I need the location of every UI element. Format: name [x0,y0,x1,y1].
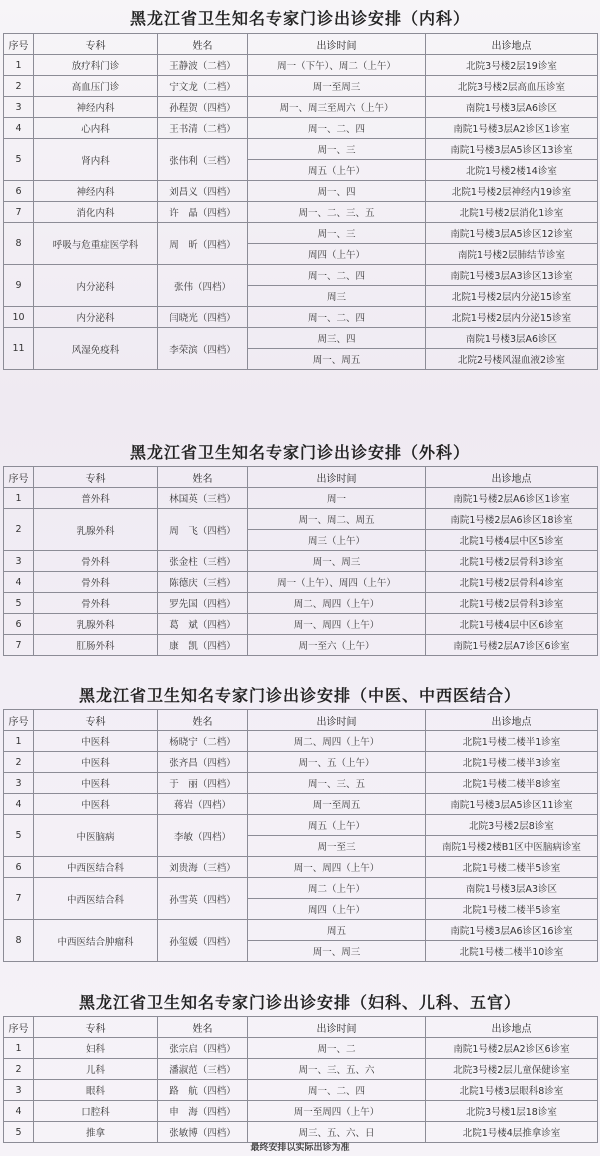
clinic-location-cell: 南院1号楼2层A6诊区1诊室 [426,488,598,509]
clinic-location-cell: 北院3号楼2层8诊室 [426,815,598,836]
doctor-name-cell: 刘昌义（四档） [158,181,248,202]
department-cell: 呼吸与危重症医学科 [34,223,158,265]
table-row [4,488,598,509]
clinic-location-cell: 南院1号楼3层A6诊区16诊室 [426,920,598,941]
department-cell: 骨外科 [34,593,158,614]
clinic-location-cell: 北院2号楼风湿血液2诊室 [426,349,598,370]
table-row [4,614,598,635]
clinic-time-cell: 周一（下午）、周二（上午） [248,55,426,76]
department-cell: 眼科 [34,1080,158,1101]
row-number: 1 [4,1038,34,1059]
column-header: 序号 [4,34,34,55]
department-cell: 中西医结合科 [34,857,158,878]
clinic-location-cell: 南院1号楼3层A5诊区13诊室 [426,139,598,160]
clinic-time-cell: 周五（上午） [248,160,426,181]
table-row [4,920,598,941]
department-cell: 高血压门诊 [34,76,158,97]
row-number: 4 [4,1101,34,1122]
clinic-time-cell: 周一、周四（上午） [248,614,426,635]
schedule-table [3,466,598,656]
department-cell: 乳腺外科 [34,614,158,635]
department-cell: 肾内科 [34,139,158,181]
department-cell: 内分泌科 [34,265,158,307]
table-row [4,76,598,97]
clinic-time-cell: 周五（上午） [248,815,426,836]
department-cell: 消化内科 [34,202,158,223]
section-title: 黑龙江省卫生知名专家门诊出诊安排（中医、中西医结合） [78,686,521,705]
department-cell: 妇科 [34,1038,158,1059]
table-row [4,181,598,202]
doctor-name-cell: 闫晓光（四档） [158,307,248,328]
clinic-location-cell: 南院1号楼3层A5诊区12诊室 [426,223,598,244]
clinic-location-cell: 北院1号楼3层眼科8诊室 [426,1080,598,1101]
clinic-time-cell: 周一、二、四 [248,118,426,139]
clinic-time-cell: 周一至六（上午） [248,635,426,656]
table-row [4,731,598,752]
clinic-time-cell: 周一、三、五 [248,773,426,794]
doctor-name-cell: 张伟（四档） [158,265,248,307]
table-row [4,1059,598,1080]
row-number: 2 [4,1059,34,1080]
doctor-name-cell: 周 昕（四档） [158,223,248,265]
table-header-row [4,710,598,731]
doctor-name-cell: 张敏博（四档） [158,1122,248,1143]
clinic-time-cell: 周一、周五 [248,349,426,370]
doctor-name-cell: 康 凯（四档） [158,635,248,656]
clinic-time-cell: 周一、三 [248,223,426,244]
clinic-time-cell: 周三 [248,286,426,307]
clinic-location-cell: 北院1号楼二楼半3诊室 [426,752,598,773]
row-number: 1 [4,731,34,752]
department-cell: 肛肠外科 [34,635,158,656]
doctor-name-cell: 申 海（四档） [158,1101,248,1122]
row-number: 1 [4,488,34,509]
doctor-name-cell: 陈德庆（三档） [158,572,248,593]
clinic-time-cell: 周一至周五 [248,794,426,815]
clinic-location-cell: 北院1号楼2层内分泌15诊室 [426,307,598,328]
doctor-name-cell: 刘贵海（三档） [158,857,248,878]
clinic-time-cell: 周一、二、四 [248,265,426,286]
clinic-time-cell: 周一、周三 [248,941,426,962]
clinic-time-cell: 周一至周三 [248,76,426,97]
department-cell: 中医科 [34,794,158,815]
table-header-row [4,467,598,488]
row-number: 8 [4,223,34,265]
row-number: 3 [4,1080,34,1101]
doctor-name-cell: 孙雪英（四档） [158,878,248,920]
doctor-name-cell: 宁文龙（二档） [158,76,248,97]
row-number: 3 [4,773,34,794]
clinic-location-cell: 北院1号楼2层消化1诊室 [426,202,598,223]
doctor-name-cell: 张金柱（三档） [158,551,248,572]
table-row [4,1080,598,1101]
table-row [4,635,598,656]
clinic-location-cell: 北院1号楼2层神经内19诊室 [426,181,598,202]
clinic-time-cell: 周五 [248,920,426,941]
column-header: 姓名 [158,467,248,488]
clinic-time-cell: 周一、周三至周六（上午） [248,97,426,118]
department-cell: 中医科 [34,731,158,752]
table-row [4,97,598,118]
table-row [4,307,598,328]
clinic-location-cell: 南院1号楼2层A6诊区18诊室 [426,509,598,530]
table-row [4,202,598,223]
row-number: 2 [4,752,34,773]
department-cell: 中医科 [34,752,158,773]
clinic-location-cell: 北院1号楼二楼半5诊室 [426,899,598,920]
row-number: 7 [4,202,34,223]
clinic-time-cell: 周一 [248,488,426,509]
row-number: 7 [4,878,34,920]
table-row [4,752,598,773]
clinic-location-cell: 北院3号楼1层18诊室 [426,1101,598,1122]
department-cell: 口腔科 [34,1101,158,1122]
clinic-time-cell: 周三（上午） [248,530,426,551]
clinic-time-cell: 周一、周四（上午） [248,857,426,878]
column-header: 姓名 [158,1017,248,1038]
department-cell: 中西医结合肿瘤科 [34,920,158,962]
clinic-location-cell: 北院1号楼二楼半10诊室 [426,941,598,962]
doctor-name-cell: 林国英（三档） [158,488,248,509]
column-header: 出诊时间 [248,710,426,731]
schedule-table [3,1016,598,1143]
clinic-time-cell: 周二、周四（上午） [248,593,426,614]
doctor-name-cell: 周 飞（四档） [158,509,248,551]
table-row [4,118,598,139]
doctor-name-cell: 孙玺媛（四档） [158,920,248,962]
row-number: 4 [4,794,34,815]
clinic-time-cell: 周三、五、六、日 [248,1122,426,1143]
clinic-location-cell: 北院1号楼2层内分泌15诊室 [426,286,598,307]
clinic-location-cell: 北院1号楼二楼半1诊室 [426,731,598,752]
department-cell: 乳腺外科 [34,509,158,551]
column-header: 序号 [4,467,34,488]
clinic-location-cell: 北院1号楼二楼半5诊室 [426,857,598,878]
department-cell: 神经内科 [34,97,158,118]
section-title: 黑龙江省卫生知名专家门诊出诊安排（妇科、儿科、五官） [78,993,521,1012]
column-header: 专科 [34,467,158,488]
footer-note: 最终安排以实际出诊为准 [250,1143,350,1153]
table-row [4,139,598,160]
table-row [4,509,598,530]
clinic-location-cell: 南院1号楼2层肺结节诊室 [426,244,598,265]
row-number: 5 [4,815,34,857]
clinic-time-cell: 周二、周四（上午） [248,731,426,752]
column-header: 出诊地点 [426,710,598,731]
clinic-time-cell: 周一（上午）、周四（上午） [248,572,426,593]
table-row [4,857,598,878]
clinic-location-cell: 南院1号楼3层A3诊区 [426,878,598,899]
clinic-location-cell: 北院3号楼2层19诊室 [426,55,598,76]
clinic-time-cell: 周三、四 [248,328,426,349]
clinic-time-cell: 周一、二 [248,1038,426,1059]
clinic-time-cell: 周四（上午） [248,899,426,920]
table-header-row [4,34,598,55]
schedule-table [3,709,598,962]
column-header: 专科 [34,710,158,731]
table-row [4,815,598,836]
column-header: 专科 [34,34,158,55]
department-cell: 神经内科 [34,181,158,202]
department-cell: 内分泌科 [34,307,158,328]
column-header: 序号 [4,710,34,731]
row-number: 8 [4,920,34,962]
clinic-location-cell: 南院1号楼2层A7诊区6诊室 [426,635,598,656]
department-cell: 心内科 [34,118,158,139]
clinic-time-cell: 周一、二、四 [248,307,426,328]
doctor-name-cell: 王书清（二档） [158,118,248,139]
department-cell: 推拿 [34,1122,158,1143]
table-row [4,794,598,815]
column-header: 出诊时间 [248,34,426,55]
doctor-name-cell: 张齐昌（四档） [158,752,248,773]
doctor-name-cell: 于 丽（四档） [158,773,248,794]
clinic-location-cell: 北院1号楼4层中区6诊室 [426,614,598,635]
table-row [4,572,598,593]
column-header: 序号 [4,1017,34,1038]
department-cell: 风湿免疫科 [34,328,158,370]
clinic-time-cell: 周一、二、四 [248,1080,426,1101]
doctor-name-cell: 杨晓宁（二档） [158,731,248,752]
department-cell: 骨外科 [34,551,158,572]
row-number: 2 [4,509,34,551]
table-row [4,55,598,76]
doctor-name-cell: 许 晶（四档） [158,202,248,223]
clinic-location-cell: 南院1号楼3层A2诊区1诊室 [426,118,598,139]
column-header: 姓名 [158,710,248,731]
doctor-name-cell: 张伟利（三档） [158,139,248,181]
clinic-time-cell: 周一、周二、周五 [248,509,426,530]
section-title: 黑龙江省卫生知名专家门诊出诊安排（内科） [129,9,470,28]
table-row [4,1101,598,1122]
department-cell: 中医科 [34,773,158,794]
row-number: 2 [4,76,34,97]
table-row [4,328,598,349]
department-cell: 儿科 [34,1059,158,1080]
section-title: 黑龙江省卫生知名专家门诊出诊安排（外科） [129,443,470,462]
table-row [4,551,598,572]
department-cell: 放疗科门诊 [34,55,158,76]
doctor-name-cell: 潘淑范（三档） [158,1059,248,1080]
doctor-name-cell: 葛 斌（四档） [158,614,248,635]
column-header: 出诊时间 [248,467,426,488]
clinic-time-cell: 周一至周四（上午） [248,1101,426,1122]
clinic-location-cell: 南院1号楼3层A3诊区13诊室 [426,265,598,286]
doctor-name-cell: 王静波（二档） [158,55,248,76]
row-number: 5 [4,593,34,614]
department-cell: 普外科 [34,488,158,509]
table-row [4,593,598,614]
clinic-location-cell: 南院1号楼3层A5诊区11诊室 [426,794,598,815]
row-number: 4 [4,572,34,593]
clinic-time-cell: 周一、五（上午） [248,752,426,773]
row-number: 7 [4,635,34,656]
row-number: 6 [4,614,34,635]
table-row [4,878,598,899]
department-cell: 骨外科 [34,572,158,593]
clinic-time-cell: 周一、周三 [248,551,426,572]
column-header: 出诊地点 [426,467,598,488]
row-number: 1 [4,55,34,76]
doctor-name-cell: 李敏（四档） [158,815,248,857]
department-cell: 中西医结合科 [34,878,158,920]
clinic-time-cell: 周一、二、三、五 [248,202,426,223]
clinic-location-cell: 北院1号楼2层骨科4诊室 [426,572,598,593]
row-number: 5 [4,139,34,181]
clinic-location-cell: 南院1号楼3层A6诊区 [426,97,598,118]
doctor-name-cell: 罗先国（四档） [158,593,248,614]
department-cell: 中医脑病 [34,815,158,857]
clinic-location-cell: 北院1号楼2层骨科3诊室 [426,593,598,614]
column-header: 出诊地点 [426,34,598,55]
doctor-name-cell: 孙程贺（四档） [158,97,248,118]
table-header-row [4,1017,598,1038]
doctor-name-cell: 张宗启（四档） [158,1038,248,1059]
clinic-time-cell: 周一、三、五、六 [248,1059,426,1080]
row-number: 9 [4,265,34,307]
clinic-time-cell: 周一、四 [248,181,426,202]
clinic-time-cell: 周一至三 [248,836,426,857]
schedule-table [3,33,598,370]
row-number: 6 [4,857,34,878]
row-number: 11 [4,328,34,370]
row-number: 4 [4,118,34,139]
row-number: 3 [4,97,34,118]
clinic-location-cell: 北院3号楼2层高血压诊室 [426,76,598,97]
row-number: 5 [4,1122,34,1143]
clinic-time-cell: 周二（上午） [248,878,426,899]
clinic-location-cell: 北院1号楼2层骨科3诊室 [426,551,598,572]
clinic-time-cell: 周四（上午） [248,244,426,265]
clinic-location-cell: 南院1号楼3层A6诊区 [426,328,598,349]
doctor-name-cell: 李荣滨（四档） [158,328,248,370]
clinic-location-cell: 北院1号楼4层中区5诊室 [426,530,598,551]
table-row [4,1038,598,1059]
clinic-location-cell: 南院1号楼2层A2诊区6诊室 [426,1038,598,1059]
table-row [4,223,598,244]
clinic-location-cell: 北院1号楼二楼半8诊室 [426,773,598,794]
doctor-name-cell: 蒋岩（四档） [158,794,248,815]
column-header: 出诊时间 [248,1017,426,1038]
row-number: 3 [4,551,34,572]
clinic-location-cell: 北院1号楼2楼14诊室 [426,160,598,181]
table-row [4,265,598,286]
clinic-location-cell: 北院1号楼4层推拿诊室 [426,1122,598,1143]
table-row [4,773,598,794]
column-header: 出诊地点 [426,1017,598,1038]
clinic-location-cell: 南院1号楼2楼B1区中医脑病诊室 [426,836,598,857]
clinic-time-cell: 周一、三 [248,139,426,160]
doctor-name-cell: 路 航（四档） [158,1080,248,1101]
row-number: 10 [4,307,34,328]
row-number: 6 [4,181,34,202]
clinic-location-cell: 北院3号楼2层儿童保健诊室 [426,1059,598,1080]
column-header: 专科 [34,1017,158,1038]
column-header: 姓名 [158,34,248,55]
